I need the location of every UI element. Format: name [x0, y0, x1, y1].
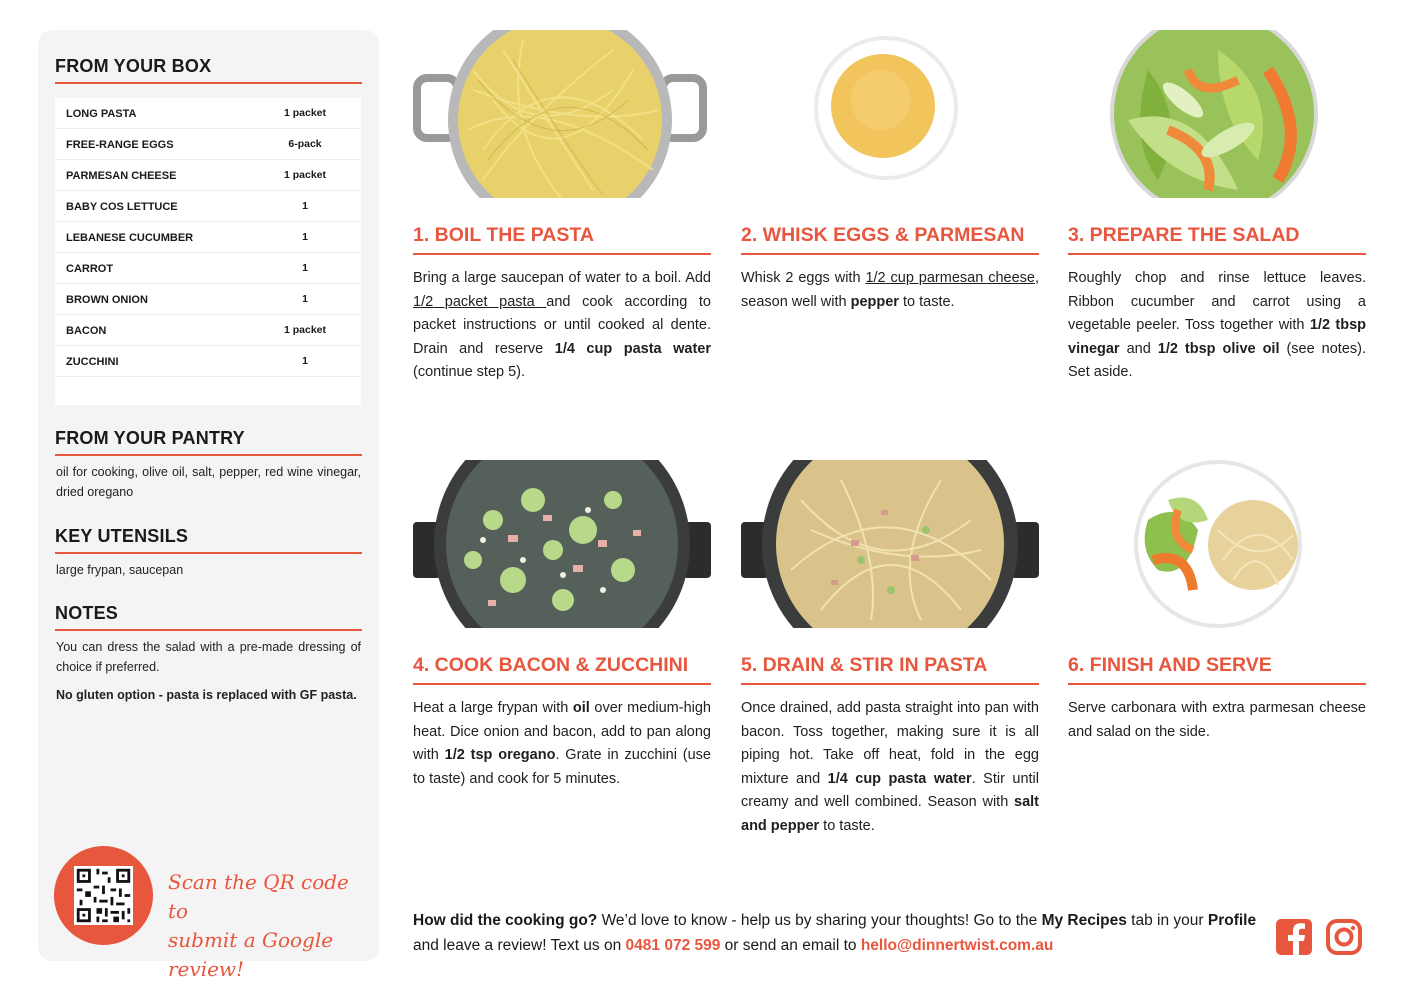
step-6-rule	[1068, 683, 1366, 685]
pantry-rule	[55, 454, 362, 456]
step-3-text: Roughly chop and rinse lettuce leaves. Ribbon cucumber and carrot using a vegetable peeler. Toss together with	[1068, 270, 1366, 333]
box-ingredients-table	[55, 98, 361, 405]
step-4-body	[413, 697, 711, 791]
box-heading-rule	[55, 82, 362, 84]
table-row	[55, 222, 361, 253]
step-1-body	[413, 267, 711, 385]
table-row	[55, 98, 361, 129]
step-3-body	[1068, 267, 1366, 385]
ingredient-name: FREE-RANGE EGGS	[66, 139, 174, 151]
step-3-highlight: 1/2 tbsp vinegar	[1068, 317, 1367, 357]
step-4-rule	[413, 683, 711, 685]
step-5-highlight: salt and pepper	[741, 794, 1039, 834]
instagram-icon[interactable]	[1325, 918, 1363, 956]
frypan-bacon-zucchini-image	[413, 460, 711, 628]
step-2-highlight: pepper	[850, 293, 899, 310]
qr-caption-line2: submit a Google review!	[168, 928, 334, 981]
step-2-text: to taste.	[898, 293, 955, 310]
ingredient-name: BACON	[66, 325, 107, 337]
step-2-title: 2. WHISK EGGS & PARMESAN	[741, 224, 1025, 246]
step-5-text: Once drained, add pasta straight into pan with bacon. Toss together, making sure it is all piping hot. Take off heat, fold in the egg mixture and	[741, 700, 1039, 787]
ingredient-qty: 1	[302, 200, 308, 212]
step-4-text: Heat a large frypan with	[413, 700, 573, 716]
step-5-rule	[741, 683, 1039, 685]
step-1-ingredient: 1/2 packet pasta	[413, 293, 547, 310]
footer-profile: Profile	[1207, 912, 1257, 929]
table-row	[55, 284, 361, 315]
step-3-text: and	[1119, 340, 1158, 357]
step-6-body	[1068, 697, 1366, 744]
step-6-title: 6. FINISH AND SERVE	[1068, 654, 1272, 676]
step-3-highlight: 1/2 tbsp olive oil	[1157, 340, 1280, 357]
step-1-title: 1. BOIL THE PASTA	[413, 224, 594, 246]
ingredient-qty: 1	[302, 293, 308, 305]
ingredient-name: LONG PASTA	[66, 108, 137, 120]
table-row	[55, 346, 361, 377]
qr-badge	[54, 846, 153, 945]
footer-question: How did the cooking go?	[413, 912, 598, 929]
table-row	[55, 191, 361, 222]
step-4-highlight: 1/2 tsp oregano	[444, 747, 556, 763]
table-row	[55, 253, 361, 284]
ingredient-name: CARROT	[66, 263, 114, 275]
notes-text: You can dress the salad with a pre-made dressing of choice if preferred.	[56, 640, 361, 674]
ingredient-qty: 1 packet	[283, 107, 327, 119]
email-link[interactable]: hello@dinnertwist.com.au	[860, 937, 1054, 954]
footer-text: or send an email to	[720, 937, 861, 954]
notes-rule	[55, 629, 362, 631]
step-4-title: 4. COOK BACON & ZUCCHINI	[413, 654, 689, 676]
ingredient-name: PARMESAN CHEESE	[66, 170, 177, 182]
footer-text: tab in your	[1126, 912, 1208, 929]
step-2-rule	[741, 253, 1039, 255]
step-3-rule	[1068, 253, 1366, 255]
utensils-text: large frypan, saucepan	[56, 563, 184, 577]
step-4-highlight: oil	[572, 700, 590, 716]
footer-text: and leave a review! Text us on	[413, 937, 626, 954]
ingredient-name: ZUCCHINI	[66, 356, 119, 368]
egg-bowl-image	[741, 30, 1039, 198]
step-2-body	[741, 267, 1039, 314]
step-1-highlight: 1/4 cup pasta water	[554, 340, 711, 357]
sidebar	[38, 30, 379, 981]
table-row	[55, 160, 361, 191]
step-5-body	[741, 697, 1039, 838]
phone-link[interactable]: 0481 072 599	[625, 937, 721, 954]
utensils-rule	[55, 552, 362, 554]
ingredient-qty: 1 packet	[283, 324, 327, 336]
step-4-text: . Grate in zucchini (use to taste) and cook for 5 minutes.	[413, 747, 711, 787]
utensils-heading: KEY UTENSILS	[55, 526, 189, 546]
ingredient-qty: 1 packet	[283, 169, 327, 181]
qr-caption	[168, 868, 368, 984]
ingredient-name: LEBANESE CUCUMBER	[66, 232, 194, 244]
step-2-ingredient: 1/2 cup parmesan cheese	[865, 270, 1035, 286]
step-6-text: Serve carbonara with extra parmesan cheese and salad on the side.	[1068, 700, 1366, 740]
frypan-pasta-image	[741, 460, 1039, 628]
ingredient-qty: 1	[302, 231, 308, 243]
ingredient-qty: 1	[302, 262, 308, 274]
step-2-text: Whisk 2 eggs with	[741, 270, 866, 286]
ingredient-name: BROWN ONION	[66, 294, 148, 306]
ingredient-qty: 1	[302, 355, 308, 367]
pantry-text: oil for cooking, olive oil, salt, pepper, red wine vinegar, dried oregano	[56, 465, 361, 499]
salad-bowl-image	[1068, 30, 1366, 198]
step-5-title: 5. DRAIN & STIR IN PASTA	[741, 654, 988, 676]
step-3-text: (see notes). Set aside.	[1068, 340, 1367, 380]
ingredient-qty: 6-pack	[288, 138, 322, 150]
notes-gluten-option: No gluten option - pasta is replaced with GF pasta.	[56, 688, 357, 702]
table-row	[55, 129, 361, 160]
step-4-text: over medium-high heat. Dice onion and bacon, add to pan along with	[413, 700, 711, 763]
step-3-title: 3. PREPARE THE SALAD	[1068, 224, 1300, 246]
facebook-icon[interactable]	[1275, 918, 1313, 956]
box-heading: FROM YOUR BOX	[55, 56, 212, 76]
footer-my-recipes: My Recipes	[1041, 912, 1127, 929]
step-5-text: to taste.	[819, 817, 875, 834]
feedback-footer	[413, 908, 1263, 958]
pantry-heading: FROM YOUR PANTRY	[55, 428, 245, 448]
step-2-text: , season well with	[741, 270, 1039, 310]
footer-text: We’d love to know - help us by sharing your thoughts! Go to the	[597, 912, 1042, 929]
notes-heading: NOTES	[55, 603, 119, 623]
ingredient-name: BABY COS LETTUCE	[66, 201, 178, 213]
pasta-pot-image	[413, 30, 711, 198]
plated-carbonara-image	[1068, 460, 1366, 628]
step-5-highlight: 1/4 cup pasta water	[827, 770, 972, 787]
step-5-text: . Stir until creamy and well combined. Season with	[741, 770, 1039, 810]
step-1-text: (continue step 5).	[413, 364, 526, 380]
step-1-rule	[413, 253, 711, 255]
step-1-text: and cook according to packet instructions or until cooked al dente. Drain and reserve	[413, 293, 711, 357]
step-1-text: Bring a large saucepan of water to a boil. Add	[413, 270, 711, 286]
qr-code-icon[interactable]	[74, 866, 133, 925]
qr-caption-line1: Scan the QR code to	[168, 870, 349, 923]
table-row	[55, 315, 361, 346]
